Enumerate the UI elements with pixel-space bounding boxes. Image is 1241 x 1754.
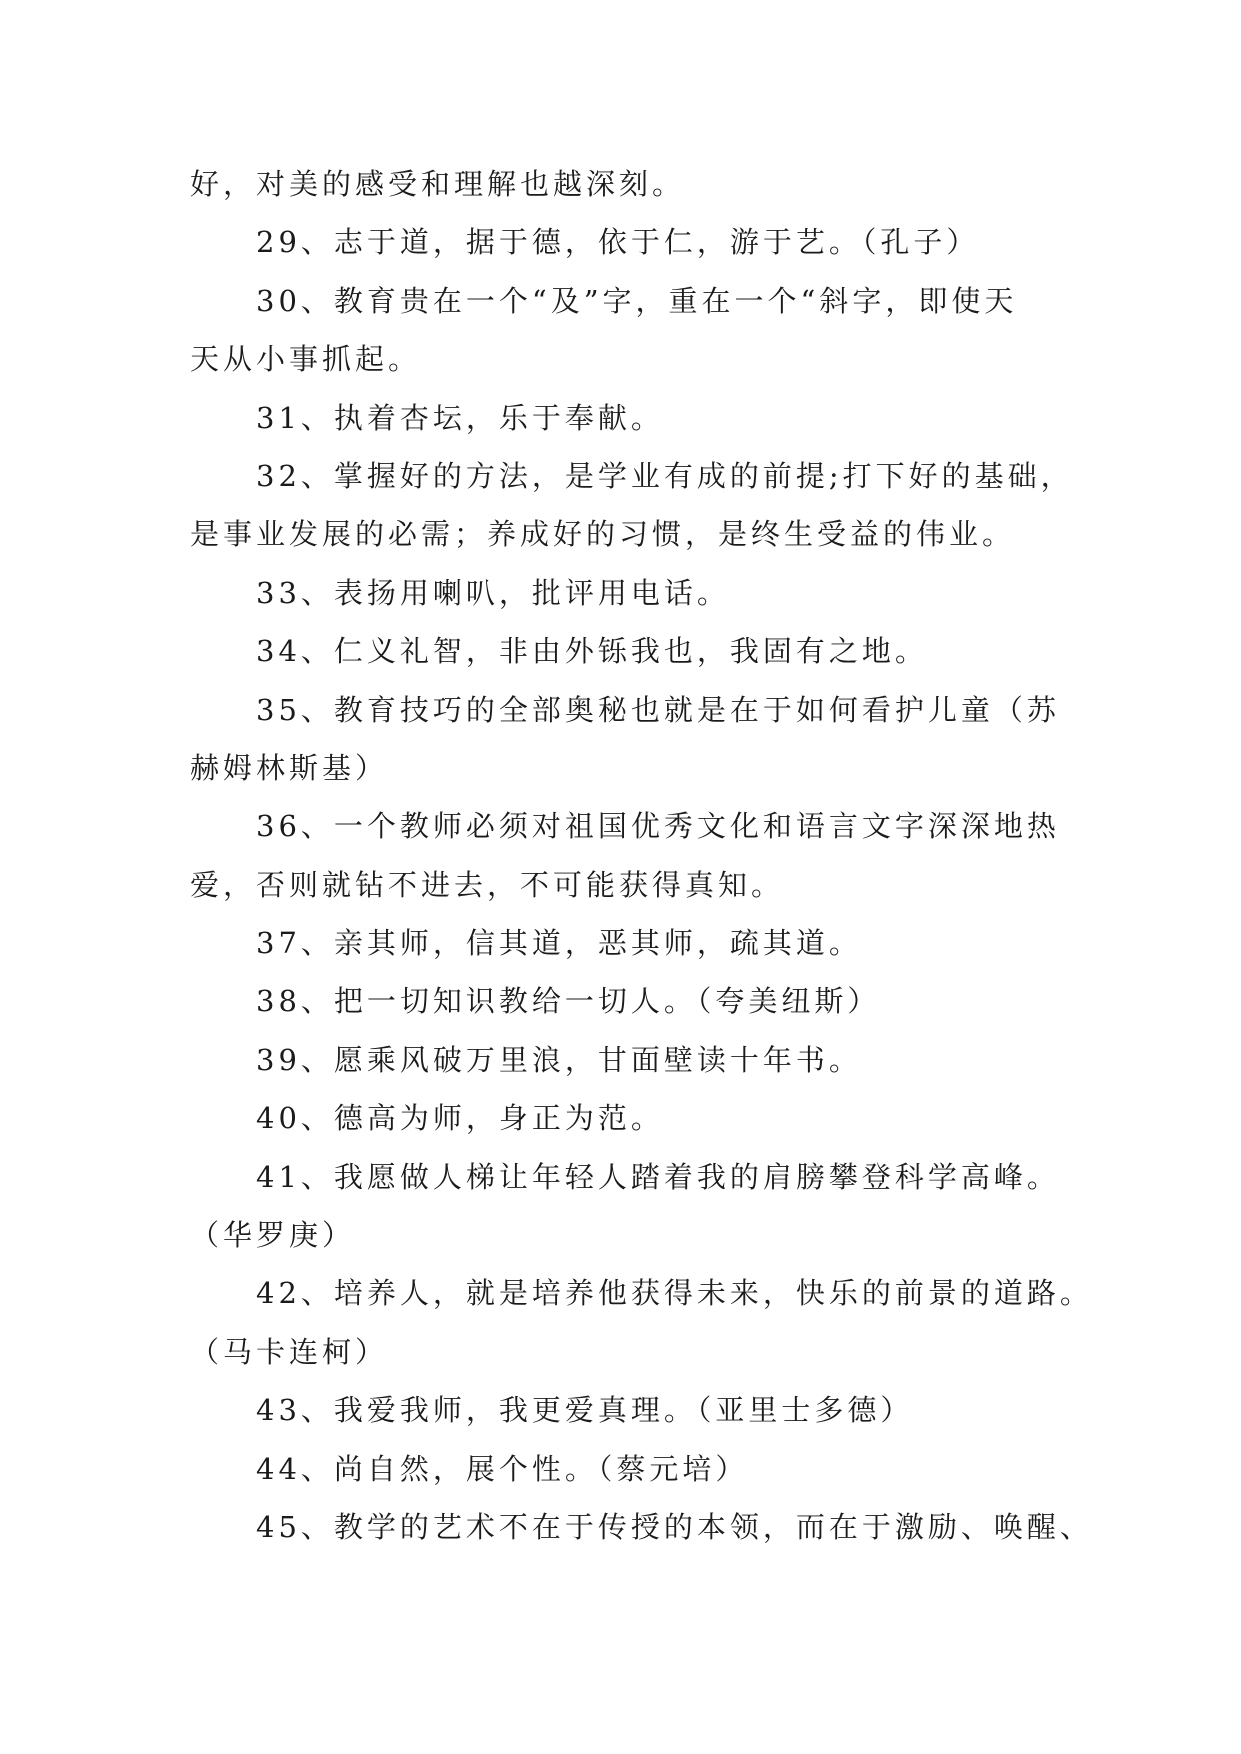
quote-item: [190, 447, 1074, 564]
quote-item: [190, 1148, 1060, 1265]
quote-line: 39、愿乘风破万里浪，甘面壁读十年书。: [256, 1042, 862, 1077]
continued-paragraph: [190, 155, 1053, 213]
quote-item: [190, 213, 1053, 271]
quote-line: 36、一个教师必须对祖国优秀文化和语言文字深深地热: [256, 809, 1060, 844]
quote-item: [190, 1381, 1053, 1439]
quote-item: [190, 622, 1053, 680]
quote-line: 44、尚自然，展个性。（蔡元培）: [256, 1451, 749, 1486]
quote-line: 爱，否则就钻不进去，不可能获得真知。: [190, 867, 785, 902]
quote-item: [190, 1440, 1053, 1498]
quote-line: 40、德高为师，身正为范。: [256, 1101, 664, 1136]
quote-line: （马卡连柯）: [190, 1334, 389, 1369]
quote-item: [190, 972, 1053, 1030]
quote-line: 43、我爱我师，我更爱真理。（亚里士多德）: [256, 1393, 914, 1428]
quote-line: 42、培养人，就是培养他获得未来，快乐的前景的道路。: [256, 1276, 1093, 1311]
quote-item: [190, 1498, 1093, 1556]
quote-line: 赫姆林斯基）: [190, 750, 389, 785]
quote-line: 天从小事抓起。: [190, 342, 422, 377]
quote-line: 29、志于道，据于德，依于仁，游于艺。（孔子）: [256, 225, 980, 260]
quote-item: [190, 914, 1053, 972]
quote-line: （华罗庚）: [190, 1218, 356, 1253]
quote-line: 33、表扬用喇叭，批评用电话。: [256, 575, 730, 610]
quote-line: 38、把一切知识教给一切人。（夸美纽斯）: [256, 984, 881, 1019]
document-body: [190, 155, 1093, 1556]
quote-item: [190, 1264, 1093, 1381]
continued-text: 好，对美的感受和理解也越深刻。: [190, 167, 686, 201]
quote-line: 30、教育贵在一个“及”字，重在一个“斜字，即使天: [256, 283, 1018, 318]
quote-item: [190, 564, 1053, 622]
quote-line: 32、掌握好的方法，是学业有成的前提;打下好的基础，: [256, 458, 1074, 493]
quote-item: [190, 389, 1053, 447]
quote-item: [190, 1089, 1053, 1147]
quote-line: 是事业发展的必需；养成好的习惯，是终生受益的伟业。: [190, 517, 1016, 552]
quote-line: 41、我愿做人梯让年轻人踏着我的肩膀攀登科学高峰。: [256, 1159, 1060, 1194]
quote-line: 34、仁义礼智，非由外铄我也，我固有之地。: [256, 634, 928, 669]
quote-item: [190, 272, 1053, 389]
quote-line: 45、教学的艺术不在于传授的本领，而在于激励、唤醒、: [256, 1509, 1093, 1544]
quote-item: [190, 797, 1060, 914]
quote-line: 37、亲其师，信其道，恶其师，疏其道。: [256, 926, 862, 961]
quote-line: 31、执着杏坛，乐于奉献。: [256, 400, 664, 435]
quote-item: [190, 681, 1060, 798]
quote-item: [190, 1031, 1053, 1089]
quote-line: 35、教育技巧的全部奥秘也就是在于如何看护儿童（苏: [256, 692, 1060, 727]
